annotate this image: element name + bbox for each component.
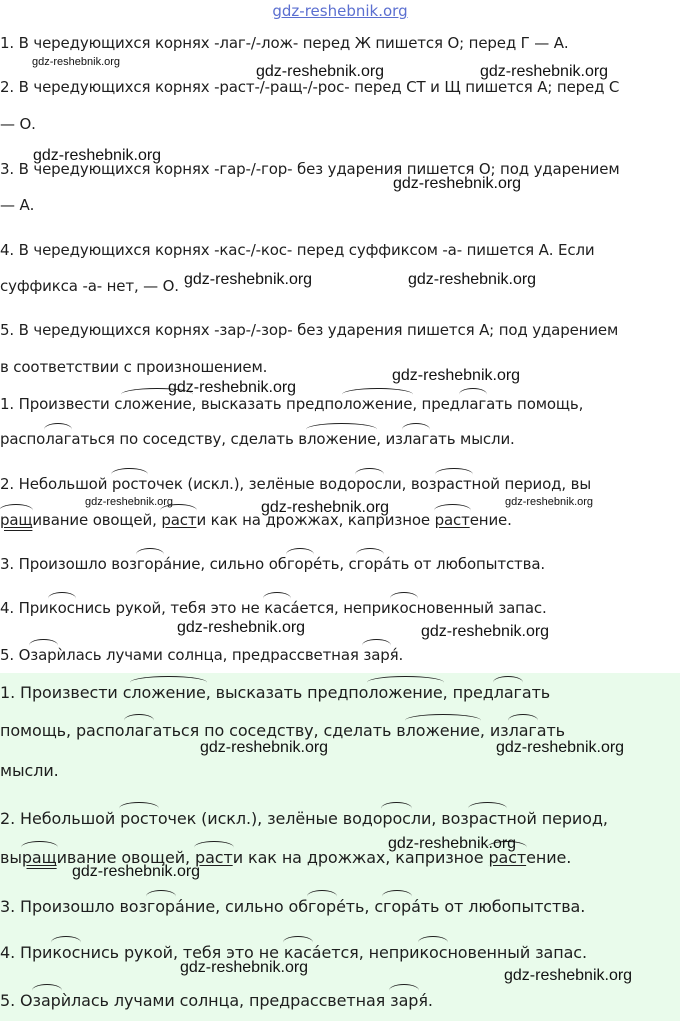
text: и как на дрожжах, капризное [196,511,435,529]
text: новенный запас. [416,599,547,617]
word-root: раст [161,511,197,529]
text: и как на дрожжах, капризное [232,848,489,867]
text: áть от любопытства. [411,897,586,916]
text: éть, с [312,555,357,573]
watermark: gdz-reshebnik.org [72,863,201,880]
text: 5. О [0,991,33,1010]
text: ивание овощей, [56,848,196,867]
rule-line: 1. В чередующихся корнях -лаг-/-лож- перед Ж пишется О; перед Г — А. [0,34,569,52]
word-root: гор [356,555,383,573]
text: ивание овощей, [32,511,162,529]
watermark: gdz-reshebnik.org [504,967,633,984]
word-root: кас [283,943,312,962]
text: ать мысли. [429,430,515,448]
text: , пред [442,683,494,702]
rule-line: 2. В чередующихся корнях -раст-/-ращ-/-рос- перед СТ и Щ пишется А; перед С [0,78,620,96]
word-root: гор [308,897,337,916]
word-root: ложение [122,395,192,413]
text: аться по соседству, сделать в [71,430,307,448]
text: распо [0,430,46,448]
example-line [0,683,680,702]
text: 2. Небольшой [0,475,112,493]
word-root: кос [419,943,448,962]
word-root: рос [356,475,383,493]
rule-line: — О. [0,115,36,133]
word-root: зар [390,991,419,1010]
watermark: gdz-reshebnik.org [505,496,594,508]
word-root: ложение [343,395,413,413]
watermark: gdz-reshebnik.org [496,739,625,756]
word-root: лаг [459,395,487,413]
text: ѝлась лучами солнца, предрассветная [56,646,364,664]
text: очек (искл.), зелёные водо [147,475,357,493]
word-root: рост [120,809,158,828]
text: ли, воз [382,475,437,493]
example-line [0,475,680,493]
word-root: раст [468,809,507,828]
text: , из [376,430,403,448]
text: áется, непри [311,943,420,962]
watermark: gdz-reshebnik.org [261,499,390,516]
rule-line: суффикса -а- нет, — О. [0,277,179,295]
text: , из [479,721,509,740]
word-root: ложение [131,683,206,702]
text: аться по соседству, сделать в [152,721,406,740]
site-link[interactable]: gdz-reshebnik.org [272,2,408,20]
text: я́. [389,646,404,664]
example-line [0,943,680,962]
text: , высказать предпо [191,395,344,413]
rule-line: 5. В чередующихся корнях -зар-/-зор- без ударения пишется А; под ударением [0,321,619,339]
text: , высказать предпо [205,683,369,702]
rule-line: — А. [0,196,35,214]
watermark: gdz-reshebnik.org [393,175,522,192]
word-root: лаг [402,430,430,448]
example-line [0,721,680,740]
text: ать [536,721,565,740]
word-root: гор [136,555,163,573]
word-root: зар [363,646,390,664]
rule-line: 3. В чередующихся корнях -гар-/-гор- без ударения пишется О; под ударением [0,160,620,178]
text: áется, непри [290,599,391,617]
word-root: лаг [493,683,522,702]
text: ать помощь, [486,395,584,413]
example-line [0,646,680,664]
text: ной период, [506,809,608,828]
watermark: gdz-reshebnik.org [388,835,517,852]
word-root: гор [383,897,412,916]
word-root: гор [146,897,175,916]
text: ение. [526,848,572,867]
text: 2. Небольшой [0,809,121,828]
example-line [0,991,680,1010]
text: ной период, вы [471,475,592,493]
word-root: ращ [21,848,57,867]
word-root: зар [30,646,57,664]
word-root: лаг [124,721,153,740]
word-root: раст [488,848,527,867]
text: áние, сильно об [162,555,287,573]
example-line [0,897,680,916]
watermark: gdz-reshebnik.org [408,271,537,288]
example-line [0,761,680,780]
text: éть, с [336,897,384,916]
word-root: рос [382,809,411,828]
word-root: рост [111,475,148,493]
watermark: gdz-reshebnik.org [168,379,297,396]
word-root: кос [390,599,417,617]
watermark: gdz-reshebnik.org [85,496,174,508]
text: 1. Произвести с [0,395,123,413]
watermark: gdz-reshebnik.org [392,367,521,384]
text: ать [521,683,551,702]
text: очек (искл.), зелёные водо [157,809,383,828]
text: 3. Произошло воз [0,555,137,573]
word-root: зар [32,991,61,1010]
text: ение. [469,511,512,529]
text: , пред [412,395,460,413]
rule-line: в соответствии с произношением. [0,358,268,376]
word-root: лаг [508,721,537,740]
word-root: раст [195,848,233,867]
text: 4. При [0,943,53,962]
example-line [0,809,680,828]
text: вы [0,848,22,867]
watermark: gdz-reshebnik.org [177,619,306,636]
text: áние, сильно об [174,897,308,916]
watermark: gdz-reshebnik.org [32,56,121,68]
text: 5. О [0,646,31,664]
word-root: лаг [45,430,72,448]
watermark: gdz-reshebnik.org [184,271,313,288]
word-root: раст [436,475,472,493]
word-root: кас [264,599,291,617]
text: мысли. [0,761,59,780]
watermark: gdz-reshebnik.org [33,147,162,164]
word-root: раст [434,511,470,529]
example-line [0,599,680,617]
text: ли, воз [410,809,469,828]
word-root: кос [52,943,81,962]
rule-line: 4. В чередующихся корнях -кас-/-кос- перед суффиксом -а- пишется А. Если [0,241,595,259]
watermark: gdz-reshebnik.org [421,623,550,640]
word-root: ращ [0,511,33,529]
example-line [0,555,680,573]
text: я́. [418,991,433,1010]
example-line [0,430,680,448]
text: помощь, распо [0,721,125,740]
watermark: gdz-reshebnik.org [180,959,309,976]
word-root: кос [48,599,75,617]
word-root: ложение [306,430,377,448]
word-root: ложение [405,721,480,740]
text: нись рукой, тебя это не [74,599,265,617]
word-root: ложение [368,683,443,702]
text: 1. Произвести с [0,683,132,702]
watermark: gdz-reshebnik.org [256,63,385,80]
text: новенный запас. [447,943,587,962]
text: áть от любопытства. [382,555,545,573]
text: 4. При [0,599,49,617]
text: 3. Произошло воз [0,897,147,916]
text: ѝлась лучами солнца, предрассветная [60,991,391,1010]
watermark: gdz-reshebnik.org [200,739,329,756]
example-line [0,395,680,413]
word-root: гор [286,555,313,573]
watermark: gdz-reshebnik.org [480,63,609,80]
text: нись рукой, тебя это не [80,943,284,962]
